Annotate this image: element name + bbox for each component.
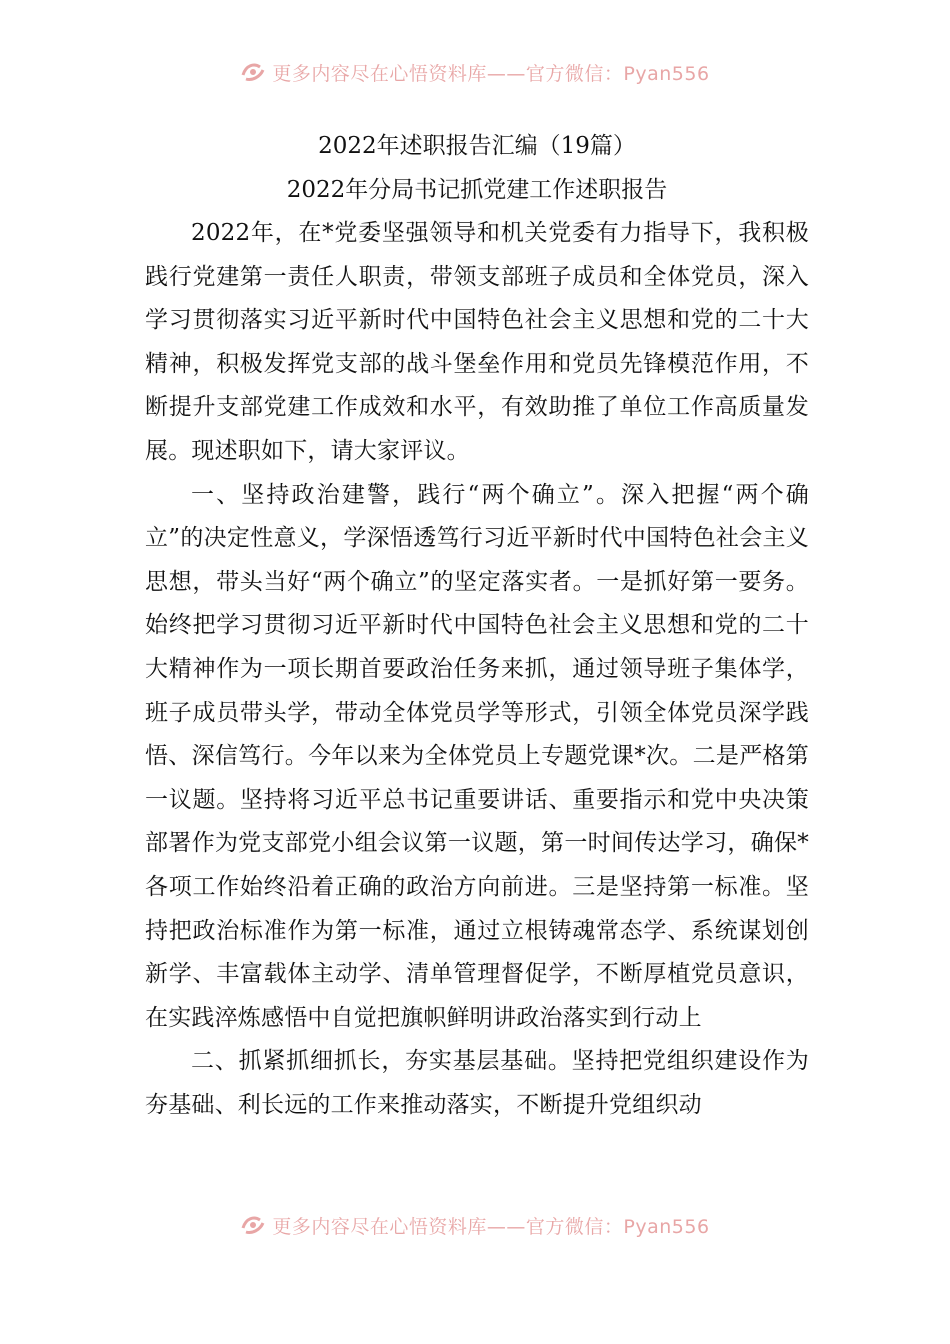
document-title: 2022年述职报告汇编（19篇） bbox=[318, 133, 636, 159]
paragraph-section-2: 二、抓紧抓细抓长，夯实基层基础。坚持把党组织建设作为夯基础、利长远的工作来推动落实，不断提升党组织动 bbox=[145, 1048, 809, 1118]
paragraph-section-1: 一、坚持政治建警，践行“两个确立”。深入把握“两个确立”的决定性意义，学深悟透笃行习近平新时代中国特色社会主义思想，带头当好“两个确立”的坚定落实者。一是抓好第一要务。始终把学习贯彻习近平新时代中国特色社会主义思想和党的二十大精神作为一项长期首要政治任务来抓，通过领导班子集体学，班子成员带头学，带动全体党员学等形式，引领全体党员深学践悟、深信笃行。今年以来为全体党员上专题党课*次。二是严格第一议题。坚持将习近平总书记重要讲话、重要指示和党中央决策部署作为党支部党小组会议第一议题，第一时间传达学习，确保*各项工作始终沿着正确的政治方向前进。三是坚持第一标准。坚持把政治标准作为第一标准，通过立根铸魂常态学、系统谋划创新学、丰富载体主动学、清单管理督促学，不断厚植党员意识，在实践淬炼感悟中自觉把旗帜鲜明讲政治落实到行动上 bbox=[145, 481, 809, 1031]
document-body bbox=[145, 124, 809, 1127]
watermark-footer bbox=[0, 1205, 950, 1245]
watermark-text: 更多内容尽在心悟资料库——官方微信：Pyan556 bbox=[272, 62, 710, 85]
watermark-logo-icon bbox=[240, 61, 266, 83]
document-subtitle: 2022年分局书记抓党建工作述职报告 bbox=[286, 177, 668, 203]
watermark-header bbox=[0, 52, 950, 92]
paragraph-intro: 2022年，在*党委坚强领导和机关党委有力指导下，我积极践行党建第一责任人职责，带领支部班子成员和全体党员，深入学习贯彻落实习近平新时代中国特色社会主义思想和党的二十大精神，积极发挥党支部的战斗堡垒作用和党员先锋模范作用，不断提升支部党建工作成效和水平，有效助推了单位工作高质量发展。现述职如下，请大家评议。 bbox=[145, 220, 809, 464]
watermark-text: 更多内容尽在心悟资料库——官方微信：Pyan556 bbox=[272, 1215, 710, 1238]
watermark-logo-icon bbox=[240, 1214, 266, 1236]
